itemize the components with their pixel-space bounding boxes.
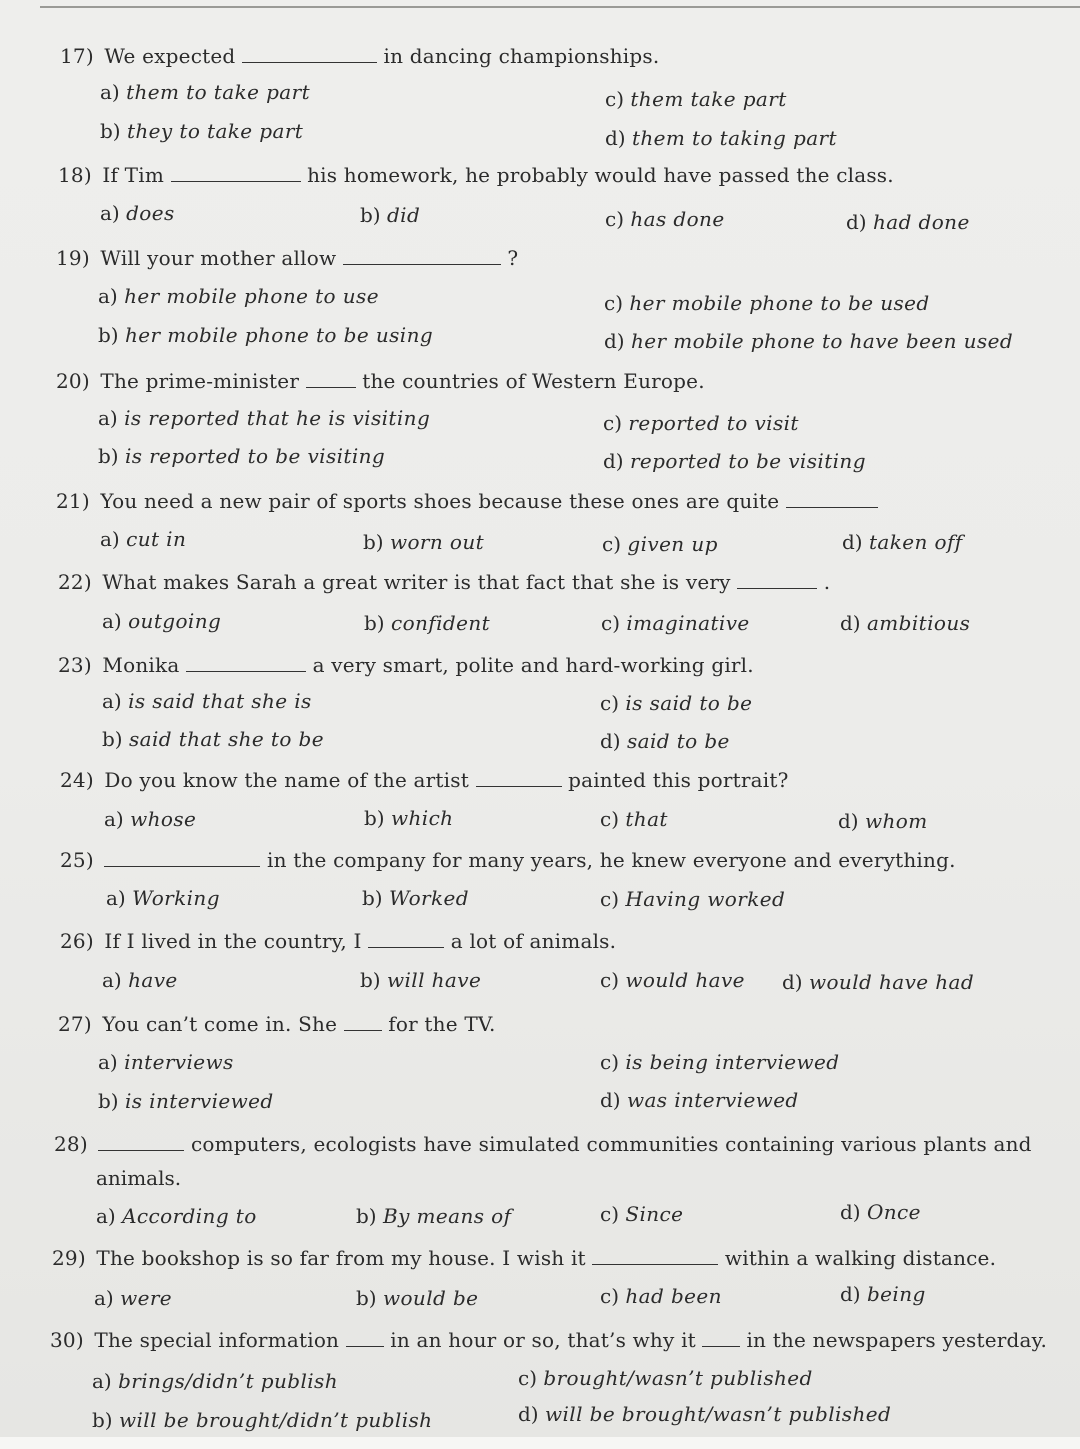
answer-blank[interactable]: [786, 491, 878, 508]
answer-option[interactable]: [98, 1089, 274, 1113]
answer-blank[interactable]: [98, 1134, 184, 1151]
option-text: Having worked: [625, 887, 786, 911]
stem-text: .: [817, 570, 831, 594]
stem-text: his homework, he probably would have passed the class.: [300, 163, 894, 187]
stem-text: the countries of Western Europe.: [355, 369, 705, 393]
option-letter: b): [364, 611, 391, 635]
stem-text: for the TV.: [381, 1012, 496, 1036]
option-text: worn out: [389, 530, 485, 554]
option-letter: d): [840, 1200, 867, 1224]
answer-option[interactable]: [600, 1202, 683, 1226]
stem-text: You can’t come in. She: [102, 1012, 344, 1036]
option-text: had been: [625, 1284, 722, 1308]
option-letter: a): [98, 284, 125, 308]
option-letter: b): [92, 1408, 119, 1432]
option-text: they to take part: [126, 119, 304, 143]
answer-option[interactable]: [518, 1402, 891, 1426]
option-letter: a): [102, 689, 129, 713]
answer-option[interactable]: [102, 609, 221, 633]
question-stem: [60, 929, 616, 953]
answer-option[interactable]: [600, 1088, 799, 1112]
answer-option[interactable]: [102, 689, 312, 713]
answer-option[interactable]: [604, 291, 930, 315]
answer-option[interactable]: [102, 727, 324, 751]
option-text: will be brought/wasn’t published: [544, 1402, 892, 1426]
option-letter: c): [604, 291, 630, 315]
option-letter: a): [92, 1369, 119, 1393]
option-letter: d): [842, 530, 869, 554]
option-text: Working: [132, 886, 220, 910]
answer-blank[interactable]: [171, 165, 301, 182]
option-letter: d): [605, 126, 632, 150]
option-letter: c): [600, 968, 626, 992]
answer-option[interactable]: [360, 968, 481, 992]
stem-text: a lot of animals.: [444, 929, 617, 953]
answer-option[interactable]: [104, 807, 196, 831]
answer-option[interactable]: [100, 201, 175, 225]
answer-option[interactable]: [846, 210, 970, 234]
stem-text: in dancing championships.: [376, 44, 660, 68]
option-text: According to: [122, 1204, 257, 1228]
question-stem: [58, 1012, 496, 1036]
option-text: imaginative: [626, 611, 750, 635]
option-letter: a): [94, 1286, 121, 1310]
option-letter: d): [840, 1282, 867, 1306]
option-letter: c): [600, 1284, 626, 1308]
answer-option[interactable]: [603, 449, 866, 473]
option-text: being: [866, 1282, 926, 1306]
option-letter: c): [600, 887, 626, 911]
option-text: would be: [382, 1286, 479, 1310]
option-letter: b): [362, 886, 389, 910]
option-text: is said to be: [625, 691, 753, 715]
option-text: confident: [390, 611, 491, 635]
option-letter: c): [600, 1202, 626, 1226]
stem-text: You need a new pair of sports shoes because these ones are quite: [100, 489, 786, 513]
question-number: 30): [50, 1328, 91, 1352]
stem-text: What makes Sarah a great writer is that fact that she is very: [102, 570, 738, 594]
option-letter: a): [106, 886, 133, 910]
answer-option[interactable]: [92, 1369, 338, 1393]
answer-blank[interactable]: [344, 1014, 382, 1031]
option-text: her mobile phone to be using: [124, 323, 434, 347]
option-text: is interviewed: [124, 1089, 274, 1113]
answer-option[interactable]: [364, 806, 453, 830]
option-text: Since: [625, 1202, 684, 1226]
answer-option[interactable]: [600, 968, 745, 992]
answer-blank[interactable]: [343, 248, 501, 265]
answer-blank[interactable]: [737, 572, 817, 589]
answer-option[interactable]: [600, 691, 752, 715]
option-letter: b): [360, 203, 387, 227]
answer-option[interactable]: [98, 1050, 234, 1074]
question-number: 22): [58, 570, 99, 594]
answer-option[interactable]: [604, 329, 1013, 353]
option-letter: b): [98, 323, 125, 347]
answer-option[interactable]: [842, 530, 963, 554]
answer-option[interactable]: [600, 807, 668, 831]
answer-option[interactable]: [98, 406, 430, 430]
option-letter: a): [100, 527, 127, 551]
answer-option[interactable]: [356, 1204, 511, 1228]
question-number: 28): [54, 1132, 95, 1156]
answer-option[interactable]: [782, 970, 974, 994]
answer-option[interactable]: [100, 119, 303, 143]
option-letter: a): [100, 201, 127, 225]
option-letter: c): [603, 411, 629, 435]
option-letter: a): [102, 609, 129, 633]
question-number: 23): [58, 653, 99, 677]
answer-option[interactable]: [96, 1204, 257, 1228]
question-number: 29): [52, 1246, 93, 1270]
answer-option[interactable]: [600, 1284, 722, 1308]
option-letter: d): [518, 1402, 545, 1426]
question-stem: [60, 848, 956, 872]
option-letter: a): [98, 1050, 125, 1074]
option-text: is reported that he is visiting: [124, 406, 431, 430]
option-letter: c): [602, 532, 628, 556]
answer-option[interactable]: [100, 80, 310, 104]
option-letter: d): [838, 809, 865, 833]
option-text: has done: [630, 207, 725, 231]
option-text: had done: [872, 210, 970, 234]
answer-option[interactable]: [98, 323, 433, 347]
question-number: 18): [58, 163, 99, 187]
option-text: is said that she is: [128, 689, 312, 713]
question-number: 17): [60, 44, 101, 68]
option-text: whose: [130, 807, 197, 831]
answer-option[interactable]: [106, 886, 220, 910]
option-text: have: [128, 968, 178, 992]
option-text: were: [120, 1286, 173, 1310]
stem-text: The special information: [94, 1328, 346, 1352]
option-text: brought/wasn’t published: [543, 1366, 813, 1390]
option-letter: a): [98, 406, 125, 430]
question-stem: [54, 1132, 1032, 1156]
option-text: did: [386, 203, 421, 227]
answer-option[interactable]: [92, 1408, 432, 1432]
option-text: given up: [627, 532, 718, 556]
answer-option[interactable]: [605, 87, 787, 111]
option-text: taken off: [868, 530, 963, 554]
option-text: was interviewed: [626, 1088, 799, 1112]
option-text: is being interviewed: [625, 1050, 840, 1074]
question-stem: [56, 369, 705, 393]
stem-text: in the newspapers yesterday.: [739, 1328, 1048, 1352]
answer-blank[interactable]: [186, 655, 306, 672]
question-stem: [58, 163, 894, 187]
option-text: her mobile phone to use: [124, 284, 379, 308]
option-letter: b): [356, 1286, 383, 1310]
answer-option[interactable]: [362, 886, 469, 910]
option-text: will be brought/didn’t publish: [118, 1408, 433, 1432]
question-stem: [52, 1246, 996, 1270]
question-number: 27): [58, 1012, 99, 1036]
option-letter: b): [102, 727, 129, 751]
option-letter: b): [100, 119, 127, 143]
answer-blank[interactable]: [346, 1330, 384, 1347]
option-letter: a): [104, 807, 131, 831]
answer-blank[interactable]: [368, 931, 444, 948]
stem-text: computers, ecologists have simulated communities containing various plants and: [184, 1132, 1032, 1156]
stem-text: The bookshop is so far from my house. I wish it: [96, 1246, 593, 1270]
answer-option[interactable]: [363, 530, 484, 554]
option-text: her mobile phone to be used: [629, 291, 930, 315]
stem-text: painted this portrait?: [561, 768, 789, 792]
stem-text: Will your mother allow: [100, 246, 343, 270]
option-letter: b): [363, 530, 390, 554]
stem-text: The prime-minister: [100, 369, 306, 393]
question-stem: [60, 768, 789, 792]
option-text: which: [390, 806, 454, 830]
answer-option[interactable]: [600, 729, 730, 753]
question-stem: [50, 1328, 1047, 1352]
stem-text: ?: [500, 246, 519, 270]
answer-option[interactable]: [601, 611, 750, 635]
option-text: them to take part: [126, 80, 311, 104]
stem-text: If Tim: [102, 163, 171, 187]
option-letter: b): [356, 1204, 383, 1228]
answer-option[interactable]: [98, 284, 379, 308]
option-letter: c): [518, 1366, 544, 1390]
question-number: 21): [56, 489, 97, 513]
option-letter: c): [605, 87, 631, 111]
option-text: ambitious: [866, 611, 971, 635]
option-letter: a): [100, 80, 127, 104]
answer-option[interactable]: [840, 1200, 921, 1224]
answer-option[interactable]: [840, 611, 970, 635]
option-text: Once: [866, 1200, 921, 1224]
option-letter: c): [600, 1050, 626, 1074]
answer-option[interactable]: [602, 532, 718, 556]
question-number: 26): [60, 929, 101, 953]
option-letter: c): [600, 807, 626, 831]
option-text: will have: [386, 968, 482, 992]
answer-option[interactable]: [100, 527, 186, 551]
option-letter: b): [364, 806, 391, 830]
question-stem: [58, 570, 830, 594]
stem-continuation: animals.: [96, 1166, 182, 1190]
option-letter: d): [600, 1088, 627, 1112]
option-text: outgoing: [128, 609, 222, 633]
answer-option[interactable]: [94, 1286, 172, 1310]
option-text: reported to visit: [628, 411, 799, 435]
option-letter: d): [846, 210, 873, 234]
question-stem: [58, 653, 754, 677]
question-stem: [56, 489, 878, 513]
option-text: them to taking part: [631, 126, 837, 150]
option-letter: d): [604, 329, 631, 353]
answer-option[interactable]: [603, 411, 799, 435]
option-letter: c): [601, 611, 627, 635]
option-text: brings/didn’t publish: [118, 1369, 338, 1393]
stem-text: within a walking distance.: [718, 1246, 997, 1270]
answer-option[interactable]: [102, 968, 178, 992]
option-text: said that she to be: [128, 727, 324, 751]
answer-option[interactable]: [605, 126, 837, 150]
answer-blank[interactable]: [592, 1248, 718, 1265]
stem-text: We expected: [104, 44, 242, 68]
answer-option[interactable]: [600, 1050, 839, 1074]
option-text: would have had: [808, 970, 975, 994]
option-text: reported to be visiting: [629, 449, 866, 473]
option-letter: c): [600, 691, 626, 715]
question-number: 19): [56, 246, 97, 270]
option-letter: a): [102, 968, 129, 992]
stem-text: If I lived in the country, I: [104, 929, 369, 953]
option-text: cut in: [126, 527, 187, 551]
option-text: them take part: [630, 87, 787, 111]
option-text: said to be: [626, 729, 730, 753]
question-number: 25): [60, 848, 101, 872]
question-stem: [60, 44, 659, 68]
option-letter: b): [360, 968, 387, 992]
top-rule: [40, 6, 1080, 8]
stem-text: Do you know the name of the artist: [104, 768, 476, 792]
answer-option[interactable]: [98, 444, 385, 468]
stem-text: a very smart, polite and hard-working girl.: [306, 653, 754, 677]
answer-blank[interactable]: [104, 850, 260, 867]
question-number: 24): [60, 768, 101, 792]
answer-blank[interactable]: [306, 371, 356, 388]
option-letter: d): [840, 611, 867, 635]
option-text: that: [625, 807, 668, 831]
option-text: Worked: [388, 886, 469, 910]
option-letter: d): [603, 449, 630, 473]
option-letter: b): [98, 1089, 125, 1113]
answer-option[interactable]: [600, 887, 785, 911]
option-text: her mobile phone to have been used: [630, 329, 1014, 353]
question-stem: [56, 246, 518, 270]
option-text: interviews: [124, 1050, 234, 1074]
stem-text: Monika: [102, 653, 187, 677]
option-letter: d): [782, 970, 809, 994]
option-text: does: [126, 201, 175, 225]
page-edge: [0, 1437, 1080, 1449]
option-text: By means of: [382, 1204, 512, 1228]
option-text: would have: [625, 968, 745, 992]
answer-option[interactable]: [518, 1366, 813, 1390]
answer-option[interactable]: [840, 1282, 926, 1306]
option-letter: d): [600, 729, 627, 753]
option-letter: b): [98, 444, 125, 468]
option-letter: c): [605, 207, 631, 231]
answer-blank[interactable]: [702, 1330, 740, 1347]
answer-option[interactable]: [360, 203, 420, 227]
answer-option[interactable]: [364, 611, 490, 635]
answer-option[interactable]: [356, 1286, 478, 1310]
option-text: is reported to be visiting: [124, 444, 386, 468]
option-text: whom: [864, 809, 928, 833]
stem-text: in an hour or so, that’s why it: [383, 1328, 696, 1352]
stem-text: in the company for many years, he knew everyone and everything.: [260, 848, 956, 872]
answer-option[interactable]: [605, 207, 725, 231]
answer-blank[interactable]: [242, 46, 377, 63]
answer-blank[interactable]: [476, 770, 562, 787]
question-number: 20): [56, 369, 97, 393]
option-letter: a): [96, 1204, 123, 1228]
answer-option[interactable]: [838, 809, 928, 833]
